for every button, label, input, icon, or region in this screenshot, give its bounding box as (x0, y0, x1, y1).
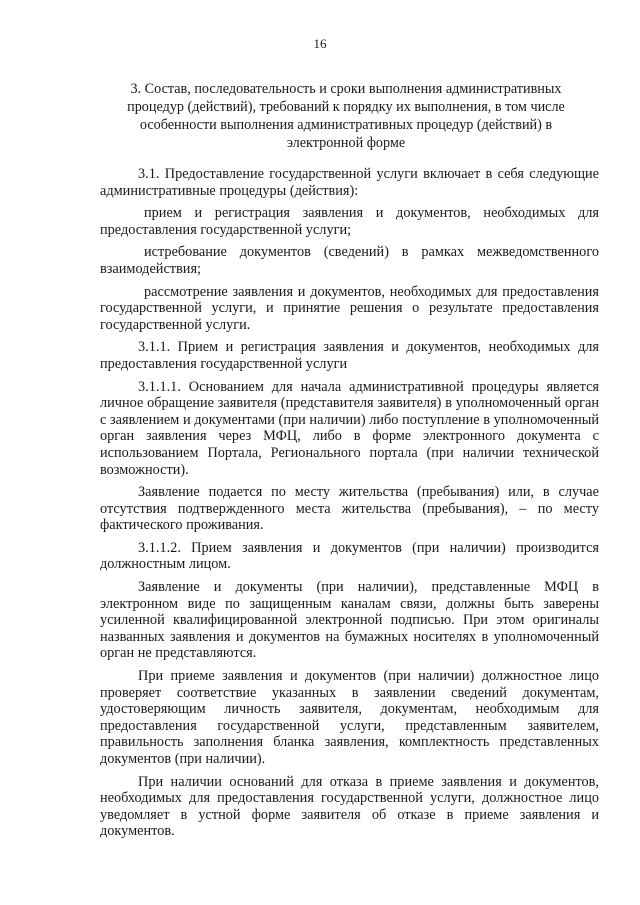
paragraph-3-1-1: 3.1.1. Прием и регистрация заявления и документов, необходимых для предоставления государственной услуги (100, 339, 599, 372)
section-heading: 3. Состав, последовательность и сроки выполнения административных процедур (действий), требований к порядку их выполнения, в том числе особенности выполнения административных процедур (действий) в электронной форме (127, 81, 565, 151)
paragraph-3-1: 3.1. Предоставление государственной услуги включает в себя следующие административные процедуры (действия): (100, 166, 599, 199)
paragraph-refusal: При наличии оснований для отказа в приеме заявления и документов, необходимых для предоставления государственной услуги, должностное лицо уведомляет в устной форме заявителя об отказе в приеме заявления и документов. (100, 773, 599, 840)
list-item-reception: прием и регистрация заявления и документов, необходимых для предоставления государственной услуги; (100, 205, 599, 238)
list-item-request: истребование документов (сведений) в рамках межведомственного взаимодействия; (100, 244, 599, 277)
paragraph-3-1-1-2: 3.1.1.2. Прием заявления и документов (при наличии) производится должностным лицом. (100, 539, 599, 573)
document-body (100, 166, 599, 846)
paragraph-mfc-signature: Заявление и документы (при наличии), представленные МФЦ в электронном виде по защищенным каналам связи, должны быть заверены усиленной квалифицированной электронной подписью. При этом оригиналы названных заявления и документов на бумажных носителях в уполномоченный орган не представляются. (100, 579, 599, 662)
paragraph-verification: При приеме заявления и документов (при наличии) должностное лицо проверяет соответствие указанных в заявлении сведений документам, удостоверяющим личность заявителя, документам, необходимым для предоставления государственной услуги, представленным заявителем, правильность заполнения бланка заявления, комплектность представленных документов (при наличии). (100, 668, 599, 767)
paragraph-3-1-1-1: 3.1.1.1. Основанием для начала административной процедуры является личное обращение заявителя (представителя заявителя) в уполномоченный орган с заявлением и документами (при наличии) либо поступление в уполномоченный орган заявления через МФЦ, либо в форме электронного документа с использованием Портала, Регионального портала (при наличии технической возможности). (100, 378, 599, 478)
paragraph-residence: Заявление подается по месту жительства (пребывания) или, в случае отсутствия подтвержденного места жительства (пребывания), – по месту фактического проживания. (100, 484, 599, 534)
list-item-review: рассмотрение заявления и документов, необходимых для предоставления государственной услуги, и принятие решения о результате предоставления государственной услуги. (100, 283, 599, 333)
page-number: 16 (313, 36, 327, 51)
